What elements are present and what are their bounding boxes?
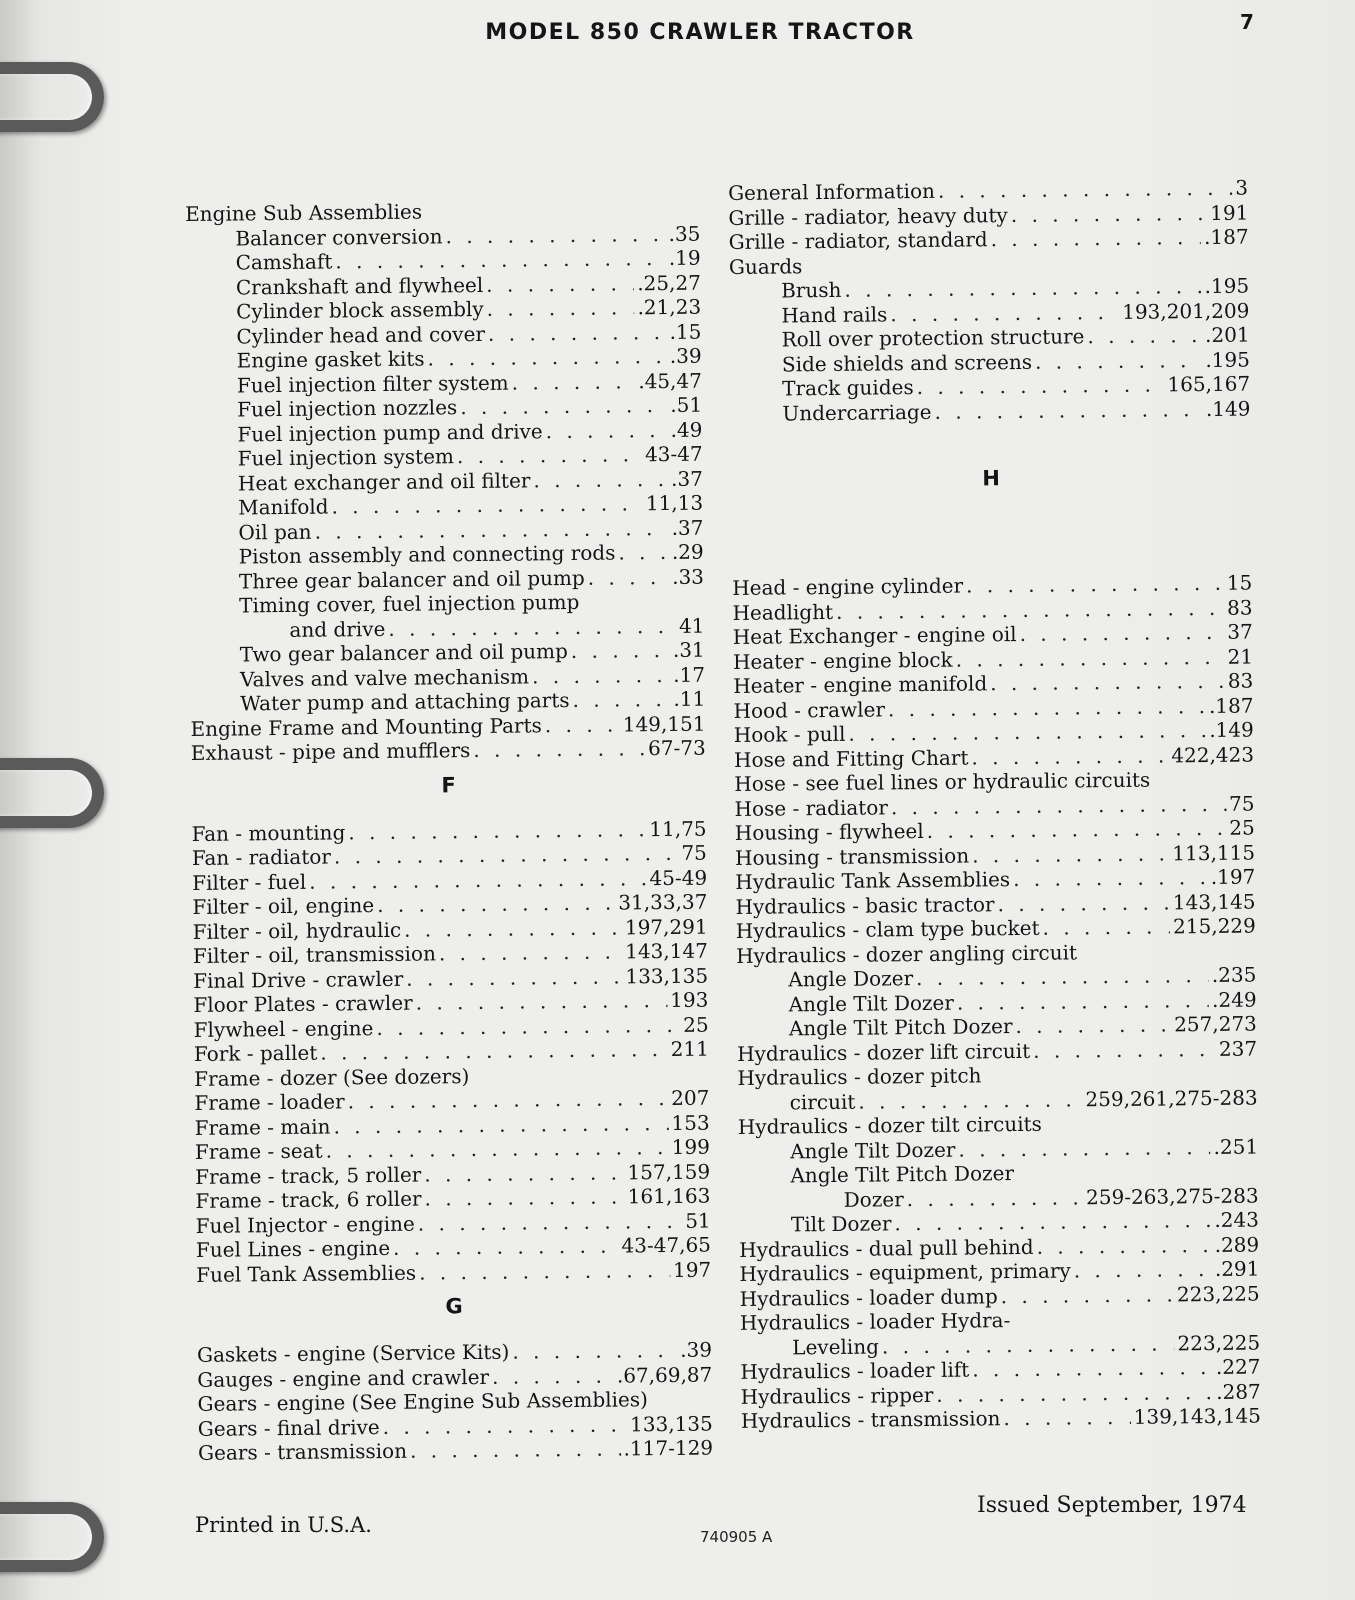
index-entry-text: Camshaft [235, 249, 333, 275]
index-entry-page: .39 [680, 1337, 713, 1362]
index-entry-page: 207 [671, 1085, 710, 1110]
index-entry-text: Filter - oil, engine [192, 893, 375, 919]
index-entry-text: Grille - radiator, heavy duty [728, 202, 1008, 230]
dot-leader [473, 736, 645, 762]
index-entry-page: 75 [1228, 791, 1255, 816]
index-entry-text: Heat Exchanger - engine oil [732, 622, 1017, 649]
index-entry-text: Gears - engine (See Engine Sub Assemblies) [197, 1387, 649, 1416]
index-entry-page: .187 [1203, 224, 1249, 250]
document-code: 740905 A [700, 1528, 773, 1546]
dot-leader [424, 1184, 624, 1210]
index-entry-page: .195 [1204, 273, 1250, 299]
dot-leader [890, 299, 1119, 325]
index-entry-page: 193 [670, 987, 709, 1012]
dot-leader [990, 669, 1225, 695]
dot-leader [326, 1135, 669, 1163]
index-entry-page: .227 [1215, 1354, 1261, 1379]
dot-leader [618, 540, 669, 565]
dot-leader [1042, 914, 1170, 939]
index-entry-text: Hood - crawler [733, 696, 886, 723]
dot-leader [858, 1087, 1082, 1113]
dot-leader [836, 595, 1224, 623]
index-entry-text: Brush [781, 277, 842, 303]
index-entry-text: Fork - pallet [193, 1040, 318, 1066]
index-entry-text: Guards [728, 253, 803, 279]
index-entry-page: .249 [1211, 987, 1257, 1012]
index-entry-text: Engine Sub Assemblies [185, 199, 423, 226]
dot-leader [334, 841, 679, 869]
index-entry-text: Frame - dozer (See dozers) [194, 1063, 470, 1091]
index-entry-text: Water pump and attaching parts [240, 688, 570, 716]
index-entry-page: 259-263,275-283 [1085, 1182, 1259, 1209]
printed-in-note: Printed in U.S.A. [195, 1513, 372, 1537]
index-entry-text: Angle Tilt Pitch Dozer [790, 1161, 1015, 1188]
dot-leader [333, 1110, 668, 1138]
dot-leader [972, 1355, 1213, 1382]
index-entry-page: .195 [1205, 347, 1251, 372]
index-entry-text: Side shields and screens [781, 349, 1033, 376]
index-entry-page: .35 [668, 221, 701, 246]
index-entry-page: .31 [672, 637, 705, 662]
dot-leader [410, 1437, 621, 1463]
index-entry-page: .33 [672, 564, 705, 589]
index-entry-text: Hydraulics - ripper [740, 1382, 934, 1409]
dot-leader [377, 891, 615, 917]
index-entry-page: 43-47,65 [621, 1232, 712, 1258]
dot-leader [460, 393, 667, 419]
dot-leader [936, 1379, 1213, 1406]
index-entry-page: .11 [673, 686, 706, 711]
index-entry-page: 165,167 [1167, 371, 1251, 397]
dot-leader [512, 1338, 677, 1364]
dot-leader [966, 571, 1224, 598]
index-entry-text: Manifold [238, 494, 329, 520]
dot-leader [388, 613, 676, 640]
issue-date: Issued September, 1974 [977, 1493, 1247, 1518]
index-entry-text: Cylinder block assembly [236, 296, 484, 324]
dot-leader [907, 1185, 1084, 1211]
page-number: 7 [1240, 10, 1254, 34]
index-entry-text: Hydraulics - dozer angling circuit [735, 939, 1078, 968]
index-entry-page: .67,69,87 [616, 1362, 713, 1388]
index-entry-text: General Information [728, 178, 936, 205]
index-entry-page: .187 [1208, 693, 1254, 718]
dot-leader [956, 644, 1225, 671]
index-entry-text: Three gear balancer and oil pump [238, 565, 585, 593]
index-entry-text: and drive [289, 616, 386, 642]
index-entry-page: 83 [1226, 595, 1253, 620]
dot-leader [314, 515, 668, 543]
section-letter-g: G [445, 1294, 463, 1319]
dot-leader [1087, 323, 1202, 348]
index-entry-text: Angle Dozer [788, 966, 914, 992]
index-entry-page: .149 [1205, 396, 1251, 421]
index-entry-text: Hydraulics - loader Hydra- [739, 1308, 1011, 1335]
index-entry-page: .235 [1211, 962, 1257, 987]
index-entry-page: .117-129 [623, 1435, 714, 1461]
index-entry-text: Timing cover, fuel injection pump [239, 589, 580, 618]
index-entry-page: 193,201,209 [1122, 298, 1250, 324]
index-entry-text: Track guides [782, 375, 914, 401]
index-entry-page: 143,147 [625, 938, 708, 964]
index-entry-text: Hydraulics - clam type bucket [735, 915, 1040, 943]
index-entry-page: .39 [669, 343, 702, 368]
dot-leader [492, 1363, 614, 1388]
index-entry-text: Two gear balancer and oil pump [239, 639, 568, 667]
index-entry-text: Piston assembly and connecting rods [238, 540, 616, 569]
index-entry-text: Hydraulics - equipment, primary [739, 1258, 1071, 1286]
index-entry-page: .19 [668, 245, 701, 270]
index-entry-page: 21 [1227, 644, 1254, 669]
index-entry-text: Balancer conversion [235, 223, 443, 250]
index-entry-page: 149,151 [622, 711, 706, 736]
index-entry-text: Gauges - engine and crawler [197, 1364, 490, 1392]
index-entry-text: Heater - engine block [732, 647, 953, 674]
dot-leader [1001, 1282, 1175, 1308]
dot-leader [348, 1086, 669, 1113]
index-entry-text: Angle Tilt Pitch Dozer [788, 1014, 1013, 1041]
index-entry-text: Engine gasket kits [236, 346, 425, 373]
dot-leader [1035, 348, 1203, 374]
index-entry-text: Fuel injection system [237, 444, 455, 471]
index-entry-page: 191 [1210, 200, 1249, 225]
index-entry-text: Heat exchanger and oil filter [237, 467, 531, 495]
dot-leader [990, 225, 1201, 251]
dot-leader [545, 712, 620, 737]
binder-ring-middle [0, 758, 104, 828]
index-column-right [728, 176, 1261, 1434]
index-entry-text: Undercarriage [782, 399, 932, 425]
index-entry-page: 157,159 [627, 1159, 711, 1184]
index-entry-text: Heater - engine manifold [733, 671, 988, 698]
index-entry-text: Fuel injection pump and drive [237, 418, 543, 446]
dot-leader [848, 718, 1206, 746]
index-entry-text: Hydraulic Tank Assemblies [735, 867, 1011, 894]
index-entry-text: Headlight [732, 599, 834, 625]
index-entry-text: Gears - transmission [197, 1438, 408, 1465]
section-letter-f: F [441, 772, 456, 797]
index-entry [741, 1403, 1261, 1433]
dot-leader [393, 1234, 619, 1260]
index-entry-text: Hydraulics - loader lift [740, 1357, 970, 1384]
index-entry-text: Filter - oil, hydraulic [192, 917, 402, 944]
index-entry-text: Final Drive - crawler [193, 966, 404, 993]
dot-leader [927, 816, 1227, 843]
index-entry-page: 223,225 [1177, 1329, 1261, 1355]
index-entry-page: .49 [670, 417, 703, 442]
index-entry-page: 25 [683, 1012, 709, 1037]
index-entry-page: 45-49 [649, 865, 708, 890]
index-entry-text: Frame - main [194, 1114, 331, 1140]
dot-leader [971, 743, 1168, 769]
index-entry-text: Angle Tilt Dozer [788, 990, 955, 1016]
index-entry-page: .287 [1216, 1378, 1261, 1404]
index-entry-page: .51 [670, 392, 703, 417]
dot-leader [572, 687, 670, 712]
index-entry-text: Oil pan [238, 519, 312, 544]
index-entry-text: Hydraulics - dozer lift circuit [737, 1038, 1031, 1066]
index-entry-page: .15 [669, 319, 702, 344]
index-entry-text: Hydraulics - loader dump [739, 1283, 998, 1311]
index-entry-page: .251 [1213, 1134, 1259, 1159]
dot-leader [532, 662, 670, 687]
index-entry-page: 3 [1235, 175, 1249, 200]
index-entry [198, 1436, 713, 1466]
index-entry-text: circuit [789, 1089, 856, 1114]
index-entry-page: 237 [1218, 1036, 1258, 1061]
dot-leader [416, 988, 668, 1015]
index-entry-text: Hydraulics - dual pull behind [739, 1234, 1034, 1262]
dot-leader [916, 963, 1209, 990]
index-entry-page: .25,27 [637, 270, 701, 295]
dot-leader [934, 397, 1203, 424]
index-entry-text: Cylinder head and cover [236, 321, 486, 348]
index-entry-page: 133,135 [625, 963, 709, 988]
index-entry-text: Dozer [843, 1186, 904, 1212]
index-entry-text: Gears - final drive [197, 1414, 380, 1441]
dot-leader [427, 344, 667, 371]
index-entry-page: 139,143,145 [1133, 1403, 1262, 1429]
index-entry-page: .29 [671, 539, 704, 564]
index-entry-page: 153 [671, 1110, 710, 1135]
dot-leader [335, 246, 666, 273]
dot-leader [588, 564, 670, 589]
index-entry-page: .291 [1214, 1256, 1260, 1281]
index-entry-page: 51 [685, 1208, 711, 1233]
dot-leader [457, 442, 642, 468]
index-entry-page: 197,291 [624, 914, 708, 939]
index-entry-text: Frame - track, 6 roller [195, 1186, 422, 1213]
index-entry-text: Flywheel - engine [193, 1015, 374, 1042]
index-entry-text: Floor Plates - crawler [193, 990, 413, 1017]
dot-leader [888, 694, 1206, 721]
index-entry-text: Hook - pull [733, 721, 846, 747]
dot-leader [882, 1331, 1175, 1358]
dot-leader [404, 915, 622, 941]
dot-leader [512, 369, 636, 394]
index-entry-page: 259,261,275-283 [1085, 1085, 1258, 1111]
dot-leader [1074, 1257, 1212, 1282]
index-entry-page: 422,423 [1171, 742, 1255, 767]
index-entry-text: Fuel injection nozzles [237, 395, 458, 422]
index-entry-page: 211 [670, 1036, 710, 1061]
index-entry-text: Engine Frame and Mounting Parts [190, 712, 542, 741]
index-entry-page: 11,13 [645, 490, 704, 516]
index-entry-text: Roll over protection structure [781, 324, 1085, 352]
index-entry-text: Hydraulics - dozer pitch [737, 1063, 982, 1090]
dot-leader [383, 1412, 628, 1439]
dot-leader [320, 1037, 668, 1065]
dot-leader [376, 1012, 680, 1039]
dot-leader [488, 319, 667, 345]
index-entry-text: Filter - oil, transmission [192, 941, 437, 968]
index-entry-text: Tilt Dozer [790, 1211, 892, 1237]
index-entry-text: Hydraulics - transmission [740, 1406, 1001, 1433]
index-entry-text: Fuel Tank Assemblies [196, 1260, 417, 1287]
section-letter-h: H [982, 466, 1001, 491]
index-entry-page: 113,115 [1172, 840, 1256, 865]
index-entry-text: Frame - track, 5 roller [195, 1162, 422, 1189]
index-entry-page: 75 [681, 840, 707, 865]
index-entry-text: Valves and valve mechanism [239, 663, 530, 691]
dot-leader [486, 271, 634, 297]
index-entry-text: Frame - loader [194, 1089, 345, 1115]
dot-leader [1015, 1012, 1171, 1038]
index-entry-page: 257,273 [1174, 1011, 1257, 1037]
index-entry-text: Hydraulics - dozer tilt circuits [737, 1111, 1042, 1139]
dot-leader [958, 1134, 1210, 1161]
index-entry-text: Head - engine cylinder [732, 573, 964, 600]
index-entry-page: .45,47 [638, 368, 703, 393]
dot-leader [331, 491, 643, 518]
index-entry-page: .37 [670, 466, 704, 491]
index-entry-text: Fan - radiator [191, 844, 332, 870]
index-entry-text: Fan - mounting [191, 819, 346, 846]
index-entry-text: Filter - fuel [192, 869, 307, 895]
index-entry-page: .21,23 [637, 294, 702, 320]
dot-leader [406, 964, 622, 990]
index-entry-page: 41 [678, 613, 705, 638]
dot-leader [1011, 200, 1208, 226]
page-title: MODEL 850 CRAWLER TRACTOR [485, 20, 915, 45]
index-entry-text: Angle Tilt Dozer [790, 1137, 956, 1163]
dot-leader [957, 988, 1209, 1015]
index-entry-page: .149 [1209, 717, 1254, 742]
index-entry-page: .243 [1214, 1207, 1260, 1232]
dot-leader [419, 1257, 670, 1284]
dot-leader [891, 791, 1226, 819]
dot-leader [546, 417, 668, 442]
index-entry-text: Crankshaft and flywheel [235, 272, 484, 299]
index-entry-page: .201 [1204, 322, 1250, 348]
dot-leader [972, 841, 1169, 867]
index-entry-page: 11,75 [649, 816, 707, 841]
index-entry-text: Hydraulics - basic tractor [735, 891, 995, 919]
dot-leader [439, 939, 623, 965]
index-entry-page: 43-47 [644, 441, 703, 467]
index-entry-text: Gaskets - engine (Service Kits) [196, 1339, 510, 1367]
index-entry-page: 133,135 [629, 1411, 713, 1436]
dot-leader [571, 638, 670, 663]
dot-leader [487, 295, 635, 321]
dot-leader [1036, 1232, 1211, 1258]
index-entry-page: 197 [672, 1257, 712, 1282]
index-entry-page: .37 [671, 515, 704, 540]
index-entry-text: Hose - radiator [734, 794, 889, 821]
index-entry-page: 83 [1227, 668, 1254, 693]
index-entry-text: Fuel Injector - engine [195, 1211, 415, 1238]
index-entry-page: .17 [673, 662, 706, 687]
binder-ring-top [0, 62, 104, 132]
index-entry-text: Leveling [792, 1333, 880, 1359]
index-entry-text: Hose and Fitting Chart [733, 745, 969, 772]
index-entry-page: 143,145 [1172, 889, 1256, 914]
dot-leader [309, 866, 646, 894]
dot-leader [424, 1160, 624, 1186]
index-column-left [185, 197, 713, 1466]
binder-ring-bottom [0, 1502, 104, 1572]
index-entry-text: Housing - flywheel [734, 818, 924, 845]
index-entry-page: 215,229 [1172, 913, 1256, 939]
index-entry-text: Hand rails [781, 301, 888, 327]
index-entry-page: 15 [1226, 570, 1253, 595]
dot-leader [1003, 1405, 1130, 1430]
index-entry-text: Housing - transmission [734, 843, 970, 870]
dot-leader [917, 372, 1165, 399]
index-entry-text: Grille - radiator, standard [728, 227, 988, 254]
index-entry-page: 67-73 [647, 735, 706, 761]
index-entry-page: 199 [671, 1134, 711, 1159]
dot-leader [997, 890, 1170, 916]
index-entry-page: .289 [1214, 1231, 1260, 1257]
dot-leader [1019, 620, 1224, 646]
index-entry-page: .197 [1210, 864, 1256, 889]
dot-leader [445, 221, 665, 247]
dot-leader [894, 1208, 1211, 1235]
index-entry-page: 25 [1229, 815, 1255, 840]
index-entry-text: Exhaust - pipe and mufflers [190, 738, 471, 765]
dot-leader [418, 1208, 683, 1235]
index-entry-text: Fuel injection filter system [236, 370, 509, 397]
dot-leader [1033, 1036, 1216, 1062]
index-entry-text: Frame - seat [194, 1138, 323, 1164]
dot-leader [533, 466, 668, 491]
index-entry-text: Fuel Lines - engine [195, 1235, 391, 1262]
index-entry-page: 37 [1227, 619, 1253, 644]
index-entry-page: 223,225 [1176, 1280, 1260, 1306]
dot-leader [1013, 865, 1208, 891]
index-entry-page: 161,163 [627, 1183, 711, 1209]
dot-leader [938, 176, 1233, 203]
dot-leader [348, 817, 646, 844]
dot-leader [844, 274, 1201, 302]
index-entry-page: 31,33,37 [618, 889, 708, 915]
index-entry-text: Hose - see fuel lines or hydraulic circuits [734, 767, 1151, 796]
